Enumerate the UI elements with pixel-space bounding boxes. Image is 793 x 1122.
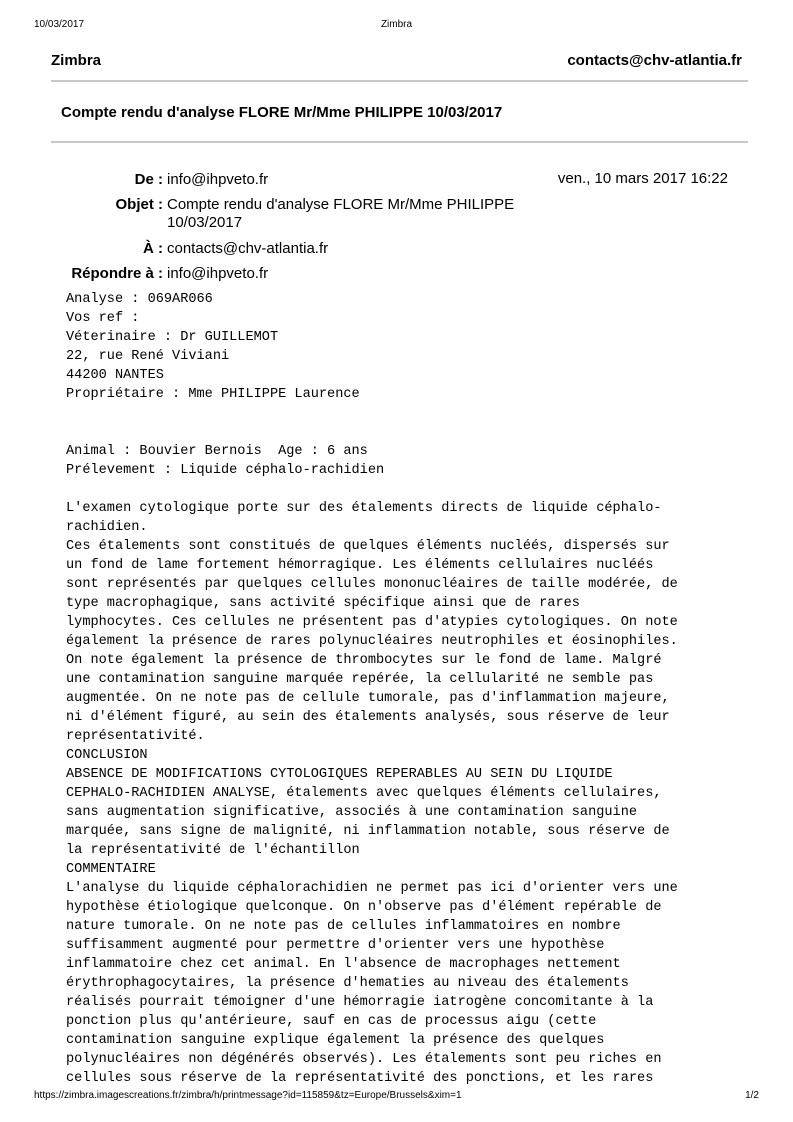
message-body: Analyse : 069AR066 Vos ref : Véterinaire : Dr GUILLEMOT 22, rue René Viviani 44200 NANTES Propriétaire : Mme PHILIPPE Laurence Animal : Bouvier Bernois Age : 6 ans Prélevement : Liquide céphalo-rachidien L'examen cytologique porte sur des étalements directs de liquide céphalo- rachidien. Ces étalements sont constitués de quelques éléments nucléés, dispersés sur un fond de lame fortement hémorragique. Les éléments cellulaires nucléés sont représentés par quelques cellules mononucléaires de taille modérée, de type macrophagique, sans activité spécifique ainsi que de rares lymphocytes. Ces cellules ne présentent pas d'atypies cytologiques. On note également la présence de rares polynucléaires neutrophiles et éosinophiles. On note également la présence de thrombocytes sur le fond de lame. Malgré une contamination sanguine marquée repérée, la cellularité ne semble pas augmentée. On ne note pas de cellule tumorale, pas d'inflammation majeure, ni d'élément figuré, au sein des étalements analysés, sous réserve de leur représentativité. CONCLUSION ABSENCE DE MODIFICATIONS CYTOLOGIQUES REPERABLES AU SEIN DU LIQUIDE CEPHALO-RACHIDIEN ANALYSE, étalements avec quelques éléments cellulaires, sans augmentation significative, associés à une contamination sanguine marquée, sans signe de malignité, ni inflammation notable, sous réserve de la représentativité de l'échantillon COMMENTAIRE L'analyse du liquide céphalorachidien ne permet pas ici d'orienter vers une hypothèse étiologique quelconque. On n'observe pas d'élément repérable de nature tumorale. On ne note pas de cellules inflammatoires en nombre suffisamment augmenté pour permettre d'orienter vers une hypothèse inflammatoire chez cet animal. En l'absence de macrophages nettement érythrophagocytaires, la présence d'hematies au niveau des étalements réalisés pourrait témoigner d'une hémorragie iatrogène concomitante à la ponction plus qu'antérieure, sauf en cas de processus aigu (cette contamination sanguine explique également la présence des quelques polynucléaires non dégénérés observés). Les étalements sont peu riches en cellules sous réserve de la représentativité des ponctions, et les rares: [66, 292, 678, 1086]
reply-to-label: Répondre à :: [71, 265, 163, 282]
print-url: https://zimbra.imagescreations.fr/zimbra/h/printmessage?id=115859&tz=Europe/Brussels&xim=1: [34, 1090, 462, 1101]
subject-label: Objet :: [115, 196, 163, 213]
message-subject: Compte rendu d'analyse FLORE Mr/Mme PHILIPPE 10/03/2017: [61, 104, 503, 121]
header-divider: [51, 80, 748, 82]
to-label: À :: [143, 240, 163, 257]
from-value[interactable]: info@ihpveto.fr: [167, 171, 269, 188]
app-name: Zimbra: [51, 52, 102, 69]
subject-value-line2: 10/03/2017: [167, 214, 243, 231]
page-number: 1/2: [745, 1090, 759, 1101]
print-date: 10/03/2017: [34, 19, 85, 30]
account-email: contacts@chv-atlantia.fr: [567, 52, 742, 69]
subject-divider: [51, 141, 748, 143]
message-date: ven., 10 mars 2017 16:22: [557, 170, 728, 187]
print-page-title: Zimbra: [380, 19, 413, 30]
subject-value-line1: Compte rendu d'analyse FLORE Mr/Mme PHILIPPE: [167, 196, 515, 213]
from-label: De :: [134, 171, 163, 188]
reply-to-value[interactable]: info@ihpveto.fr: [167, 265, 269, 282]
to-value[interactable]: contacts@chv-atlantia.fr: [167, 240, 329, 257]
